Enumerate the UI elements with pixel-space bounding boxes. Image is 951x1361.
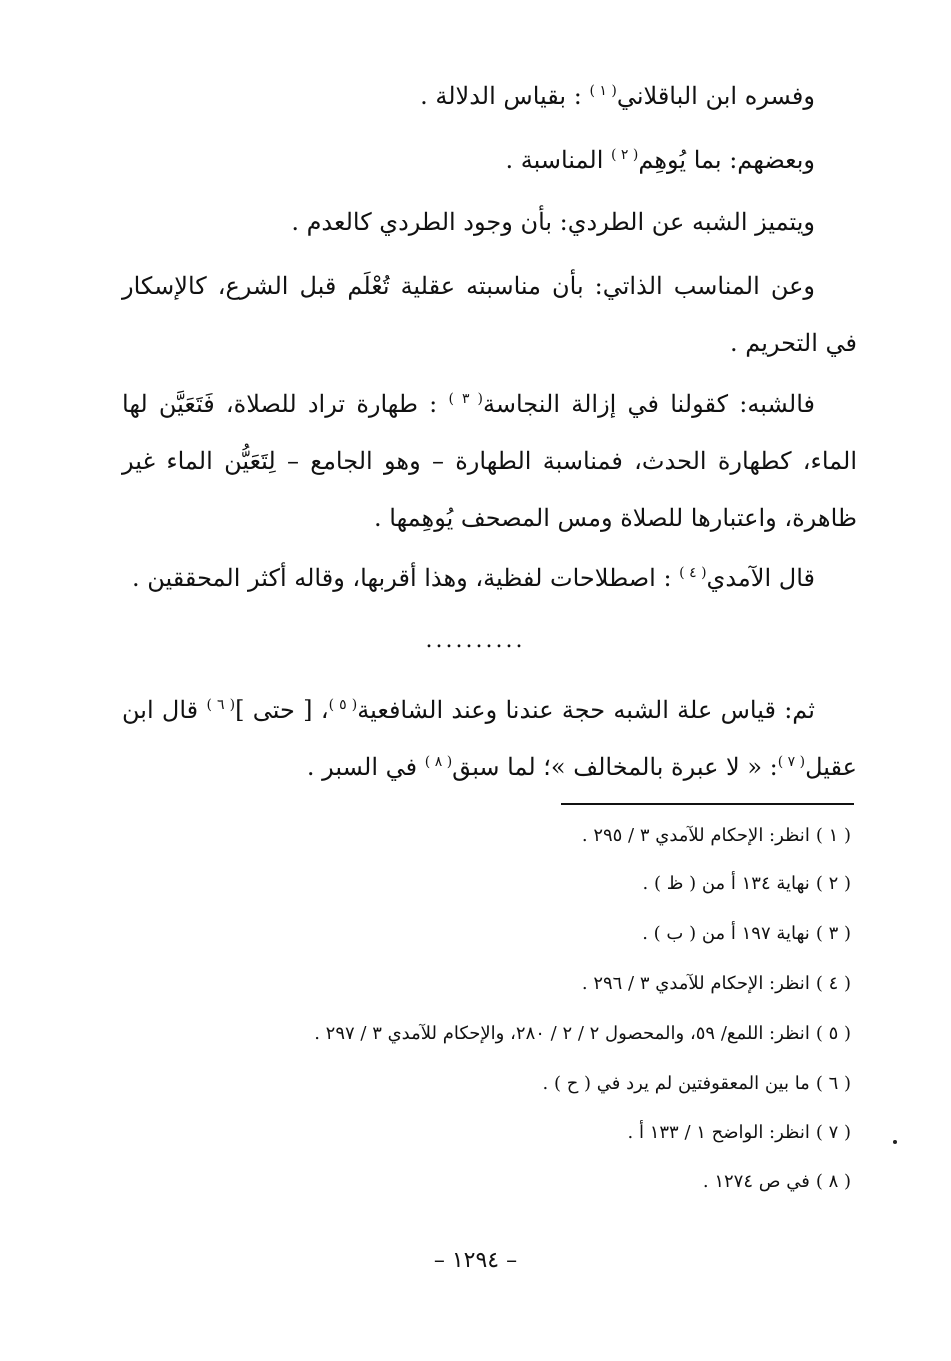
text-line: [135, 72, 815, 120]
text-line: [132, 554, 815, 602]
line-text: وبعضهم: بما يُوهِم: [638, 146, 815, 174]
footnote: [131, 1118, 851, 1148]
paragraph-text: ، [ حتى ]: [235, 696, 329, 724]
paragraph-text: : طهارة تراد للصلاة، فَتَعَيَّن لها الماء، كطهارة الحدث، فمناسبة الطهارة – وهو الجامع – لِتَعَيُّن الماء غير ظاهرة، واعتبارها للصلاة ومس المصحف يُوهِمها .: [122, 390, 857, 532]
footnote-text: انظر: الإحكام للآمدي ٣ / ٢٩٦ .: [581, 973, 810, 994]
section-separator: ..........: [425, 628, 526, 653]
footnote-divider: [561, 803, 854, 805]
footnote-text: نهاية ١٩٧ أ من ( ب ) .: [642, 923, 810, 944]
footnote: [131, 869, 851, 899]
paragraph: [122, 376, 857, 547]
paragraph-text: فالشبه: كقولنا في إزالة النجاسة: [483, 390, 815, 418]
footnote-text: انظر: الإحكام للآمدي ٣ / ٢٩٥ .: [581, 825, 810, 846]
footnote-number: ( ٦ ): [815, 1073, 851, 1094]
paragraph-text: : « لا عبرة بالمخالف »؛ لما سبق: [452, 753, 778, 781]
footnote-ref: ( ٥ ): [328, 697, 358, 713]
paragraph: [122, 682, 857, 796]
footnote: [131, 1167, 851, 1197]
footnote-ref: ( ٣ ): [448, 391, 484, 407]
line-text: : بقياس الدلالة .: [420, 82, 582, 110]
text-line: [135, 136, 815, 184]
footnote-text: ما بين المعقوفتين لم يرد في ( ح ) .: [542, 1073, 810, 1094]
paragraph-text: قال ابن عقيل: [122, 696, 857, 781]
footnote-text: انظر: اللمع/ ٥٩، والمحصول ٢ / ٢ / ٢٨٠، والإحكام للآمدي ٣ / ٢٩٧ .: [314, 1023, 810, 1044]
footnote-text: انظر: الواضح ١ / ١٣٣ أ .: [627, 1122, 810, 1143]
footnote-ref: ( ٨ ): [424, 754, 453, 770]
footnote-ref: ( ٤ ): [679, 565, 707, 581]
footnote-ref: ( ٦ ): [206, 697, 236, 713]
footnote-ref: ( ٢ ): [611, 147, 639, 163]
footnote-number: ( ٨ ): [815, 1171, 851, 1192]
line-text: وفسره ابن الباقلاني: [616, 82, 815, 110]
footnote-number: ( ٣ ): [815, 923, 851, 944]
paragraph-text: ثم: قياس علة الشبه حجة عندنا وعند الشافعية: [357, 696, 815, 724]
line-text: قال الآمدي: [706, 564, 815, 592]
footnote-ref: ( ٧ ): [777, 754, 806, 770]
footnote-number: ( ٢ ): [815, 873, 851, 894]
footnote-number: ( ٥ ): [815, 1023, 851, 1044]
line-text: ويتميز الشبه عن الطردي: بأن وجود الطردي كالعدم .: [291, 208, 815, 236]
scan-speck: [893, 1140, 897, 1144]
paragraph-text: وعن المناسب الذاتي: بأن مناسبته عقلية تُعْلَم قبل الشرع، كالإسكار في التحريم .: [122, 272, 857, 357]
line-text: المناسبة .: [505, 146, 604, 174]
footnote: [131, 1069, 851, 1099]
page-number: – ١٢٩٤ –: [433, 1248, 518, 1273]
text-line: [135, 198, 815, 246]
footnote: [131, 821, 851, 851]
footnote-number: ( ٤ ): [815, 973, 851, 994]
footnote-number: ( ٧ ): [815, 1122, 851, 1143]
footnote-ref: ( ١ ): [589, 83, 617, 99]
footnote-number: ( ١ ): [815, 825, 851, 846]
paragraph: [122, 258, 857, 372]
footnote: [131, 919, 851, 949]
footnote: [131, 969, 851, 999]
paragraph-text: في السبر .: [306, 753, 418, 781]
footnote: [131, 1019, 851, 1049]
footnote-text: نهاية ١٣٤ أ من ( ظ ) .: [642, 873, 810, 894]
line-text: : اصطلاحات لفظية، وهذا أقربها، وقاله أكثر المحققين .: [132, 564, 672, 592]
footnote-text: في ص ١٢٧٤ .: [702, 1171, 810, 1192]
